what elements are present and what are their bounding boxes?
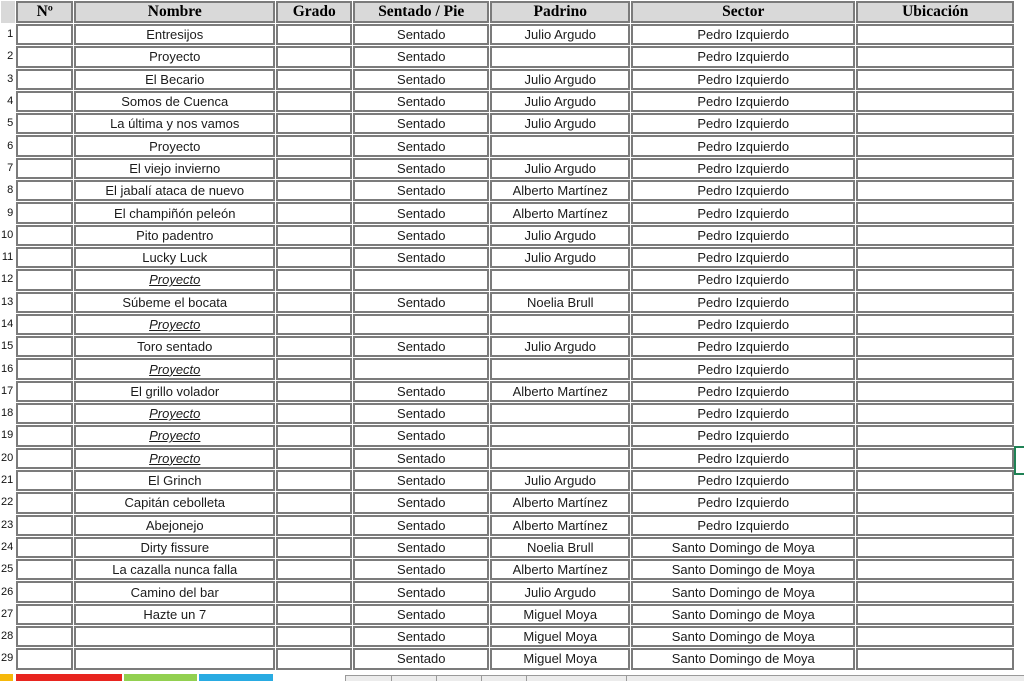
cell-numero[interactable] (16, 448, 73, 469)
row-number[interactable]: 23 (1, 515, 15, 536)
table-row (1, 648, 1014, 669)
cell-nombre[interactable]: El grillo volador (74, 381, 275, 402)
cell-grado[interactable] (276, 403, 352, 424)
table-row (1, 202, 1014, 223)
cell-nombre[interactable] (74, 648, 275, 669)
cell-padrino[interactable]: Alberto Martínez (490, 381, 630, 402)
cell-numero[interactable] (16, 604, 73, 625)
cell-numero[interactable] (16, 336, 73, 357)
cell-grado[interactable] (276, 537, 352, 558)
column-header-numero[interactable]: Nº (16, 1, 73, 23)
cell-nombre[interactable]: Somos de Cuenca (74, 91, 275, 112)
table-row (1, 46, 1014, 67)
cell-ubicacion[interactable] (856, 492, 1014, 513)
cell-padrino[interactable] (490, 403, 630, 424)
row-number[interactable]: 8 (1, 180, 15, 201)
selection-border (1014, 446, 1024, 475)
cell-padrino[interactable]: Julio Argudo (490, 581, 630, 602)
cell-padrino[interactable]: Julio Argudo (490, 336, 630, 357)
cell-padrino[interactable] (490, 269, 630, 290)
cell-nombre[interactable]: Proyecto (74, 269, 275, 290)
cell-nombre[interactable]: Proyecto (74, 448, 275, 469)
cell-grado[interactable] (276, 425, 352, 446)
cell-nombre[interactable]: Pito padentro (74, 225, 275, 246)
cell-sector[interactable]: Pedro Izquierdo (631, 381, 855, 402)
cell-ubicacion[interactable] (856, 381, 1014, 402)
cell-grado[interactable] (276, 381, 352, 402)
cell-sector[interactable]: Pedro Izquierdo (631, 358, 855, 379)
cell-numero[interactable] (16, 24, 73, 45)
cell-ubicacion[interactable] (856, 69, 1014, 90)
cell-numero[interactable] (16, 113, 73, 134)
row-number-header (1, 1, 15, 23)
cell-nombre[interactable]: Toro sentado (74, 336, 275, 357)
cell-nombre[interactable]: El Becario (74, 69, 275, 90)
cell-ubicacion[interactable] (856, 225, 1014, 246)
cell-padrino[interactable]: Miguel Moya (490, 626, 630, 647)
cell-ubicacion[interactable] (856, 180, 1014, 201)
row-number[interactable]: 14 (1, 314, 15, 335)
table-row (1, 626, 1014, 647)
cell-nombre[interactable]: Súbeme el bocata (74, 292, 275, 313)
cell-nombre[interactable]: Lucky Luck (74, 247, 275, 268)
row-number[interactable]: 12 (1, 269, 15, 290)
cell-numero[interactable] (16, 626, 73, 647)
cell-grado[interactable] (276, 604, 352, 625)
cell-grado[interactable] (276, 292, 352, 313)
cell-sentado[interactable]: Sentado (353, 180, 489, 201)
cell-numero[interactable] (16, 69, 73, 90)
cell-ubicacion[interactable] (856, 46, 1014, 67)
cell-grado[interactable] (276, 470, 352, 491)
cell-grado[interactable] (276, 225, 352, 246)
column-header-grado[interactable]: Grado (276, 1, 352, 23)
cell-numero[interactable] (16, 292, 73, 313)
cell-sector[interactable]: Pedro Izquierdo (631, 470, 855, 491)
cell-sentado[interactable]: Sentado (353, 69, 489, 90)
cell-sentado[interactable]: Sentado (353, 403, 489, 424)
table-row (1, 448, 1014, 469)
table-row (1, 314, 1014, 335)
cell-numero[interactable] (16, 269, 73, 290)
cell-ubicacion[interactable] (856, 515, 1014, 536)
row-number[interactable]: 9 (1, 202, 15, 223)
cell-padrino[interactable]: Julio Argudo (490, 69, 630, 90)
cell-sentado[interactable]: Sentado (353, 91, 489, 112)
cell-padrino[interactable] (490, 425, 630, 446)
table-row (1, 292, 1014, 313)
cell-sector[interactable]: Santo Domingo de Moya (631, 648, 855, 669)
cell-sentado[interactable]: Sentado (353, 448, 489, 469)
row-number[interactable]: 4 (1, 91, 15, 112)
cell-nombre[interactable]: Hazte un 7 (74, 604, 275, 625)
row-number[interactable]: 21 (1, 470, 15, 491)
table-row (1, 135, 1014, 156)
cell-nombre[interactable]: Abejonejo (74, 515, 275, 536)
cell-numero[interactable] (16, 358, 73, 379)
cell-sentado[interactable]: Sentado (353, 158, 489, 179)
cell-nombre[interactable]: Proyecto (74, 314, 275, 335)
row-number[interactable]: 26 (1, 581, 15, 602)
cell-sentado[interactable]: Sentado (353, 492, 489, 513)
cell-grado[interactable] (276, 158, 352, 179)
cell-numero[interactable] (16, 403, 73, 424)
cell-sentado[interactable]: Sentado (353, 515, 489, 536)
row-number[interactable]: 29 (1, 648, 15, 669)
cell-sentado[interactable]: Sentado (353, 225, 489, 246)
header-row (1, 1, 1014, 23)
cell-sector[interactable]: Santo Domingo de Moya (631, 537, 855, 558)
cell-ubicacion[interactable] (856, 537, 1014, 558)
cell-sector[interactable]: Pedro Izquierdo (631, 403, 855, 424)
cell-grado[interactable] (276, 46, 352, 67)
cell-padrino[interactable] (490, 135, 630, 156)
cell-nombre[interactable]: Proyecto (74, 358, 275, 379)
cell-grado[interactable] (276, 247, 352, 268)
cell-padrino[interactable]: Alberto Martínez (490, 202, 630, 223)
cell-grado[interactable] (276, 202, 352, 223)
cell-numero[interactable] (16, 470, 73, 491)
legend-cell-green[interactable] (124, 674, 197, 681)
cell-ubicacion[interactable] (856, 559, 1014, 580)
cell-sector[interactable]: Santo Domingo de Moya (631, 626, 855, 647)
cell-numero[interactable] (16, 91, 73, 112)
row-number[interactable]: 1 (1, 24, 15, 45)
table-row (1, 358, 1014, 379)
cell-padrino[interactable]: Julio Argudo (490, 24, 630, 45)
cell-padrino[interactable] (490, 448, 630, 469)
cell-ubicacion[interactable] (856, 269, 1014, 290)
cell-numero[interactable] (16, 247, 73, 268)
column-header-ubicacion[interactable]: Ubicación (856, 1, 1014, 23)
table-row (1, 113, 1014, 134)
table-row (1, 24, 1014, 45)
row-number[interactable]: 27 (1, 604, 15, 625)
cell-ubicacion[interactable] (856, 336, 1014, 357)
cell-sector[interactable]: Pedro Izquierdo (631, 46, 855, 67)
table-row (1, 381, 1014, 402)
cell-grado[interactable] (276, 91, 352, 112)
cell-sentado[interactable]: Sentado (353, 113, 489, 134)
cell-sentado[interactable]: Sentado (353, 470, 489, 491)
row-number[interactable]: 3 (1, 69, 15, 90)
table-row (1, 247, 1014, 268)
table-row (1, 425, 1014, 446)
table-body (1, 1, 1014, 670)
row-number[interactable]: 17 (1, 381, 15, 402)
cell-sentado[interactable]: Sentado (353, 24, 489, 45)
cell-numero[interactable] (16, 581, 73, 602)
cell-grado[interactable] (276, 648, 352, 669)
cell-ubicacion[interactable] (856, 113, 1014, 134)
cell-padrino[interactable] (490, 46, 630, 67)
cell-padrino[interactable]: Alberto Martínez (490, 492, 630, 513)
cell-sector[interactable]: Pedro Izquierdo (631, 225, 855, 246)
cell-nombre[interactable]: Proyecto (74, 425, 275, 446)
cell-ubicacion[interactable] (856, 581, 1014, 602)
cell-grado[interactable] (276, 358, 352, 379)
cell-sector[interactable]: Pedro Izquierdo (631, 24, 855, 45)
cell-sector[interactable]: Santo Domingo de Moya (631, 559, 855, 580)
cell-sentado[interactable]: Sentado (353, 626, 489, 647)
cell-sector[interactable]: Pedro Izquierdo (631, 247, 855, 268)
cell-ubicacion[interactable] (856, 314, 1014, 335)
cell-ubicacion[interactable] (856, 135, 1014, 156)
cell-sector[interactable]: Pedro Izquierdo (631, 158, 855, 179)
cell-numero[interactable] (16, 158, 73, 179)
cell-sector[interactable]: Pedro Izquierdo (631, 91, 855, 112)
partial-lower-table (345, 675, 1024, 681)
table-row (1, 158, 1014, 179)
table-row (1, 515, 1014, 536)
cell-ubicacion[interactable] (856, 470, 1014, 491)
cell-grado[interactable] (276, 448, 352, 469)
cell-padrino[interactable]: Alberto Martínez (490, 559, 630, 580)
cell-padrino[interactable] (490, 358, 630, 379)
column-header-padrino[interactable]: Padrino (490, 1, 630, 23)
cell-grado[interactable] (276, 336, 352, 357)
table-row (1, 537, 1014, 558)
cell-numero[interactable] (16, 46, 73, 67)
cell-numero[interactable] (16, 180, 73, 201)
cell-numero[interactable] (16, 425, 73, 446)
table-row (1, 180, 1014, 201)
cell-sector[interactable]: Pedro Izquierdo (631, 113, 855, 134)
cell-grado[interactable] (276, 626, 352, 647)
cell-ubicacion[interactable] (856, 24, 1014, 45)
cell-numero[interactable] (16, 559, 73, 580)
cell-grado[interactable] (276, 314, 352, 335)
cell-sector[interactable]: Pedro Izquierdo (631, 336, 855, 357)
cell-nombre[interactable]: La última y nos vamos (74, 113, 275, 134)
cell-nombre[interactable]: El Grinch (74, 470, 275, 491)
cell-sector[interactable]: Pedro Izquierdo (631, 269, 855, 290)
cell-grado[interactable] (276, 559, 352, 580)
cell-numero[interactable] (16, 648, 73, 669)
row-number[interactable]: 5 (1, 113, 15, 134)
cell-nombre[interactable]: El champiñón peleón (74, 202, 275, 223)
table-row (1, 269, 1014, 290)
row-number[interactable]: 25 (1, 559, 15, 580)
cell-ubicacion[interactable] (856, 425, 1014, 446)
table-row (1, 225, 1014, 246)
cell-grado[interactable] (276, 180, 352, 201)
cell-numero[interactable] (16, 492, 73, 513)
table-row (1, 69, 1014, 90)
cell-padrino[interactable]: Alberto Martínez (490, 515, 630, 536)
cell-sentado[interactable]: Sentado (353, 381, 489, 402)
cell-padrino[interactable]: Julio Argudo (490, 113, 630, 134)
table-row (1, 336, 1014, 357)
column-header-sector[interactable]: Sector (631, 1, 855, 23)
cell-padrino[interactable]: Noelia Brull (490, 292, 630, 313)
cell-grado[interactable] (276, 515, 352, 536)
cell-sentado[interactable]: Sentado (353, 336, 489, 357)
cell-sector[interactable]: Pedro Izquierdo (631, 180, 855, 201)
table-row (1, 492, 1014, 513)
cell-grado[interactable] (276, 269, 352, 290)
cell-padrino[interactable]: Julio Argudo (490, 470, 630, 491)
cell-nombre[interactable]: Proyecto (74, 46, 275, 67)
cell-grado[interactable] (276, 581, 352, 602)
cell-nombre[interactable]: La cazalla nunca falla (74, 559, 275, 580)
cell-sector[interactable]: Pedro Izquierdo (631, 202, 855, 223)
cell-ubicacion[interactable] (856, 358, 1014, 379)
cell-ubicacion[interactable] (856, 202, 1014, 223)
row-number[interactable]: 19 (1, 425, 15, 446)
cell-padrino[interactable]: Julio Argudo (490, 247, 630, 268)
cell-sentado[interactable]: Sentado (353, 537, 489, 558)
table-row (1, 559, 1014, 580)
cell-numero[interactable] (16, 381, 73, 402)
table-row (1, 403, 1014, 424)
cell-numero[interactable] (16, 202, 73, 223)
cell-sentado[interactable]: Sentado (353, 46, 489, 67)
cell-ubicacion[interactable] (856, 648, 1014, 669)
cell-sector[interactable]: Santo Domingo de Moya (631, 581, 855, 602)
cell-padrino[interactable]: Miguel Moya (490, 648, 630, 669)
cell-nombre[interactable]: Entresijos (74, 24, 275, 45)
cell-sector[interactable]: Pedro Izquierdo (631, 448, 855, 469)
row-number[interactable]: 22 (1, 492, 15, 513)
row-number[interactable]: 24 (1, 537, 15, 558)
cell-ubicacion[interactable] (856, 91, 1014, 112)
row-number[interactable]: 10 (1, 225, 15, 246)
cell-padrino[interactable]: Julio Argudo (490, 158, 630, 179)
cell-sentado[interactable]: Sentado (353, 135, 489, 156)
cell-ubicacion[interactable] (856, 604, 1014, 625)
cell-nombre[interactable] (74, 626, 275, 647)
row-number[interactable]: 11 (1, 247, 15, 268)
row-number[interactable]: 28 (1, 626, 15, 647)
cell-grado[interactable] (276, 69, 352, 90)
cell-numero[interactable] (16, 135, 73, 156)
cell-padrino[interactable]: Julio Argudo (490, 91, 630, 112)
row-number[interactable]: 16 (1, 358, 15, 379)
cell-nombre[interactable]: Camino del bar (74, 581, 275, 602)
cell-sentado[interactable]: Sentado (353, 581, 489, 602)
table-row (1, 604, 1014, 625)
cell-sentado[interactable] (353, 269, 489, 290)
cell-nombre[interactable]: Dirty fissure (74, 537, 275, 558)
cell-padrino[interactable]: Noelia Brull (490, 537, 630, 558)
row-number[interactable]: 18 (1, 403, 15, 424)
cell-sentado[interactable]: Sentado (353, 247, 489, 268)
legend-cell-blue[interactable] (199, 674, 273, 681)
cell-sector[interactable]: Pedro Izquierdo (631, 425, 855, 446)
cell-sector[interactable]: Pedro Izquierdo (631, 135, 855, 156)
cell-sentado[interactable] (353, 358, 489, 379)
cell-numero[interactable] (16, 314, 73, 335)
cell-ubicacion[interactable] (856, 626, 1014, 647)
cell-ubicacion[interactable] (856, 448, 1014, 469)
cell-sentado[interactable]: Sentado (353, 292, 489, 313)
cell-sector[interactable]: Pedro Izquierdo (631, 492, 855, 513)
cell-nombre[interactable]: Proyecto (74, 135, 275, 156)
cell-padrino[interactable]: Miguel Moya (490, 604, 630, 625)
cell-padrino[interactable]: Alberto Martínez (490, 180, 630, 201)
cell-sector[interactable]: Santo Domingo de Moya (631, 604, 855, 625)
cell-numero[interactable] (16, 537, 73, 558)
cell-padrino[interactable]: Julio Argudo (490, 225, 630, 246)
column-header-sentado[interactable]: Sentado / Pie (353, 1, 489, 23)
table-row (1, 91, 1014, 112)
row-number[interactable]: 7 (1, 158, 15, 179)
cell-sentado[interactable]: Sentado (353, 559, 489, 580)
column-header-nombre[interactable]: Nombre (74, 1, 275, 23)
row-number[interactable]: 15 (1, 336, 15, 357)
cell-ubicacion[interactable] (856, 247, 1014, 268)
cell-sector[interactable]: Pedro Izquierdo (631, 69, 855, 90)
cell-sector[interactable]: Pedro Izquierdo (631, 314, 855, 335)
row-number[interactable]: 2 (1, 46, 15, 67)
cell-sentado[interactable]: Sentado (353, 604, 489, 625)
cell-numero[interactable] (16, 515, 73, 536)
cell-ubicacion[interactable] (856, 292, 1014, 313)
cell-sector[interactable]: Pedro Izquierdo (631, 292, 855, 313)
cell-padrino[interactable] (490, 314, 630, 335)
table-row (1, 581, 1014, 602)
cell-grado[interactable] (276, 24, 352, 45)
cell-sentado[interactable] (353, 314, 489, 335)
cell-grado[interactable] (276, 113, 352, 134)
row-number[interactable]: 6 (1, 135, 15, 156)
row-number[interactable]: 13 (1, 292, 15, 313)
cell-nombre[interactable]: Capitán cebolleta (74, 492, 275, 513)
cell-grado[interactable] (276, 135, 352, 156)
cell-numero[interactable] (16, 225, 73, 246)
legend-cell-yellow[interactable] (0, 674, 13, 681)
row-number[interactable]: 20 (1, 448, 15, 469)
cell-nombre[interactable]: Proyecto (74, 403, 275, 424)
cell-sentado[interactable]: Sentado (353, 648, 489, 669)
table-row (1, 470, 1014, 491)
cell-nombre[interactable]: El jabalí ataca de nuevo (74, 180, 275, 201)
cell-sector[interactable]: Pedro Izquierdo (631, 515, 855, 536)
cell-ubicacion[interactable] (856, 403, 1014, 424)
cell-sentado[interactable]: Sentado (353, 425, 489, 446)
cell-nombre[interactable]: El viejo invierno (74, 158, 275, 179)
legend-cell-red[interactable] (16, 674, 122, 681)
cell-ubicacion[interactable] (856, 158, 1014, 179)
cell-grado[interactable] (276, 492, 352, 513)
cell-sentado[interactable]: Sentado (353, 202, 489, 223)
